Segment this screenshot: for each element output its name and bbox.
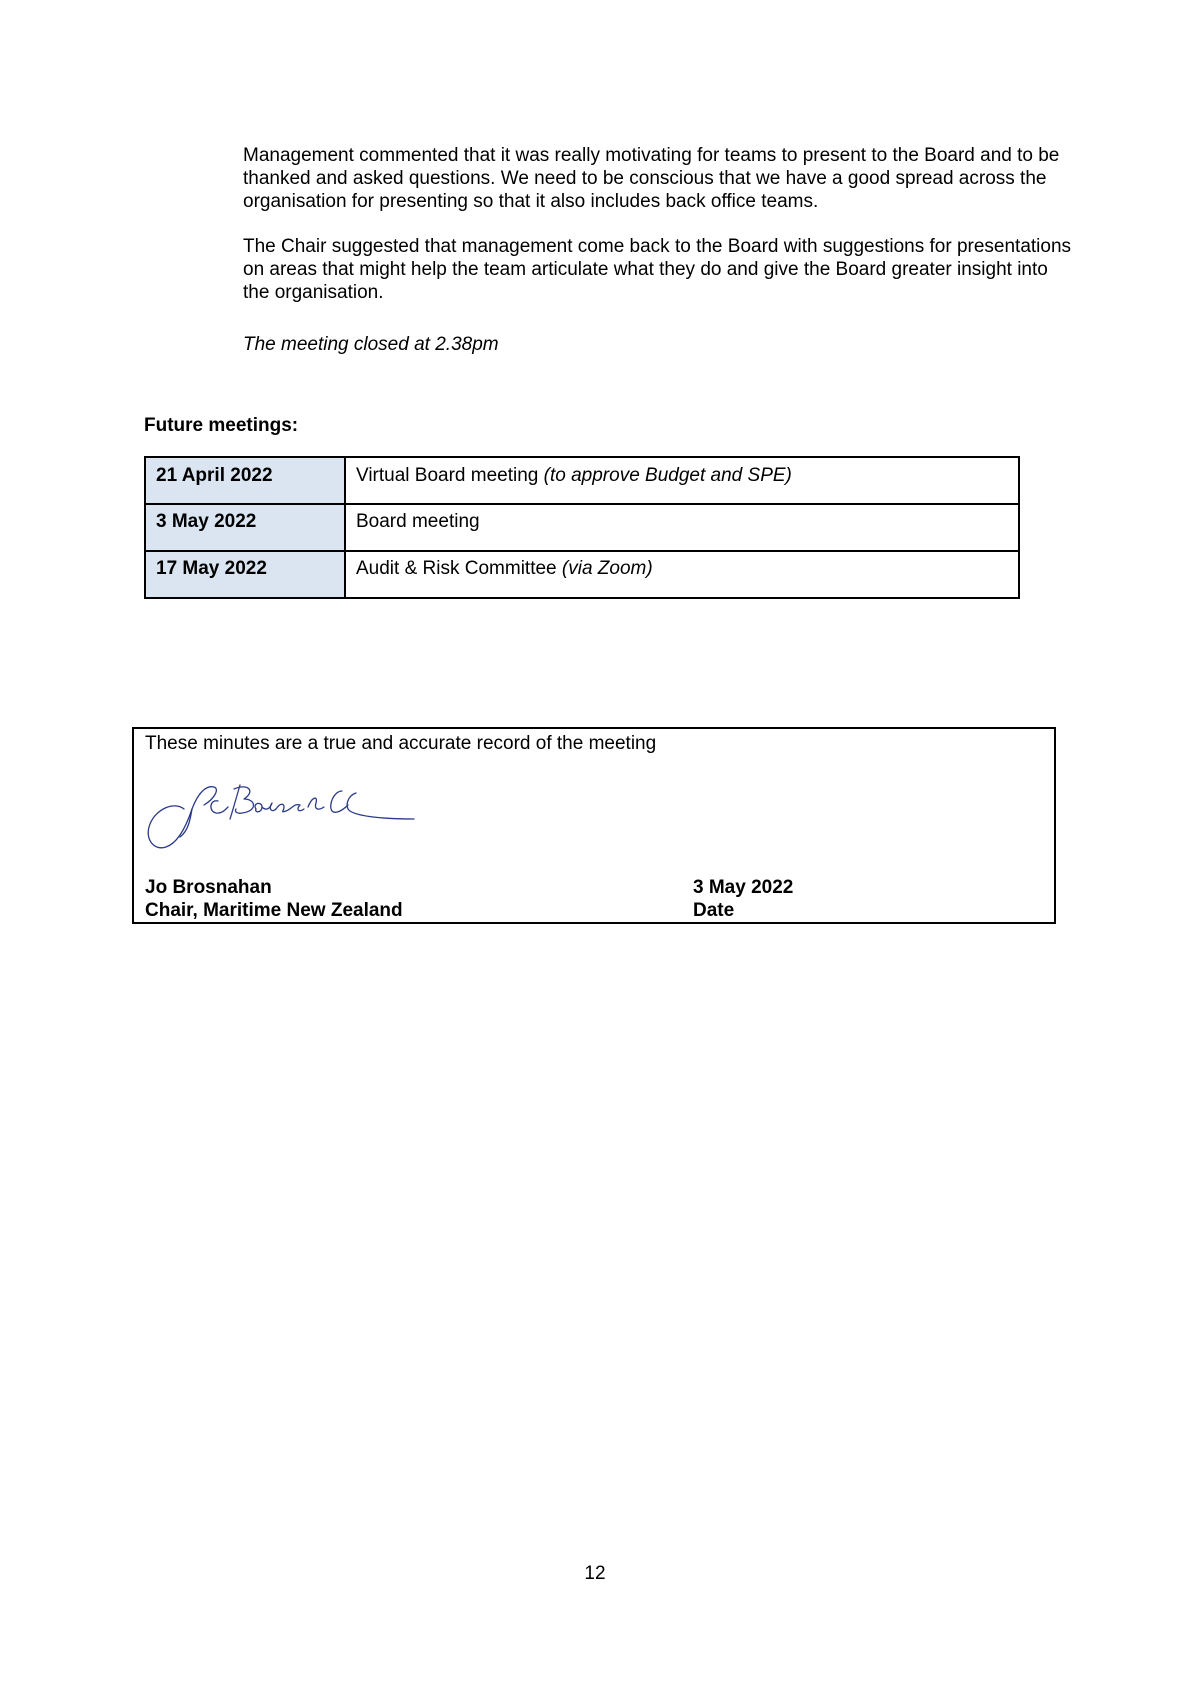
meeting-date: 21 April 2022	[145, 457, 345, 504]
signer-role: Chair, Maritime New Zealand	[145, 900, 403, 921]
meeting-description-note: (to approve Budget and SPE)	[543, 465, 792, 486]
future-meetings-table	[144, 456, 1020, 599]
signer-name: Jo Brosnahan	[145, 877, 272, 898]
signature-date-label: Date	[693, 900, 735, 921]
table-row	[145, 504, 1019, 551]
meeting-date: 17 May 2022	[145, 551, 345, 598]
meeting-description-text: Virtual Board meeting	[356, 465, 544, 486]
record-statement: These minutes are a true and accurate record of the meeting	[145, 733, 657, 754]
meeting-description-text: Board meeting	[356, 511, 480, 532]
signature-block	[132, 727, 1056, 924]
meeting-closed-note: The meeting closed at 2.38pm	[243, 334, 499, 355]
meeting-description	[345, 457, 1019, 504]
signature-date: 3 May 2022	[693, 877, 794, 898]
future-meetings-heading: Future meetings:	[144, 415, 299, 436]
table-row	[145, 551, 1019, 598]
meeting-description-note: (via Zoom)	[561, 558, 653, 579]
page-number: 12	[584, 1563, 606, 1584]
table-row	[145, 457, 1019, 504]
handwritten-signature	[144, 779, 434, 854]
meeting-description	[345, 551, 1019, 598]
meeting-description	[345, 504, 1019, 551]
meeting-date: 3 May 2022	[145, 504, 345, 551]
paragraph-chair-suggestion: The Chair suggested that management come back to the Board with suggestions for presentations on areas that might help the team articulate what they do and give the Board greater insight into the organisation.	[243, 236, 1072, 303]
paragraph-team-presentations: Management commented that it was really motivating for teams to present to the Board and to be thanked and asked questions. We need to be conscious that we have a good spread across the organisation for presenting so that it also includes back office teams.	[243, 145, 1060, 212]
meeting-description-text: Audit & Risk Committee	[356, 558, 562, 579]
